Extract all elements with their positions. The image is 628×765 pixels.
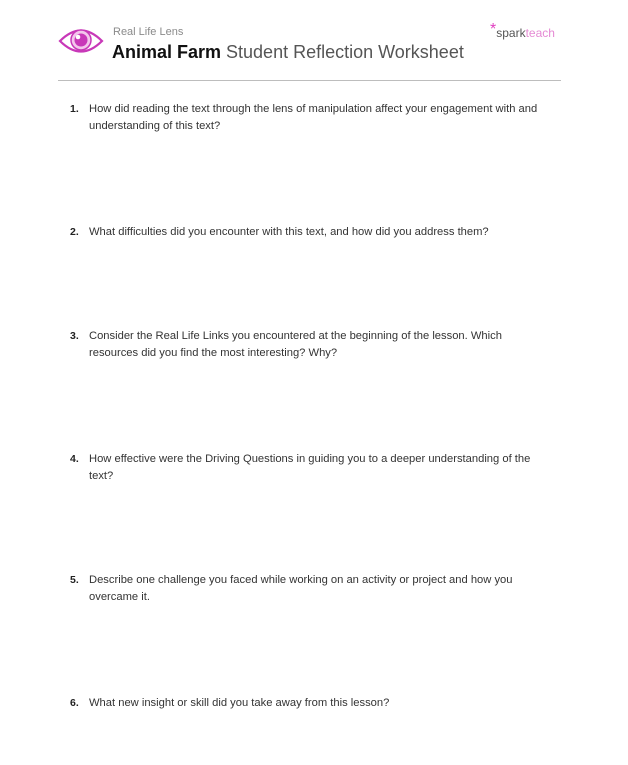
lens-subtitle: Real Life Lens [113,26,184,38]
title-bold: Animal Farm [112,42,222,62]
sparkteach-logo [490,21,555,42]
question-text: How did reading the text through the lens of manipulation affect your engagement with and understanding of this text? [89,103,538,132]
question-4 [70,451,550,485]
header-divider [58,80,561,81]
question-5 [70,572,550,606]
question-number: 1. [70,103,79,115]
question-text: What difficulties did you encounter with this text, and how did you address them? [89,226,489,238]
question-text: Describe one challenge you faced while working on an activity or project and how you overcame it. [89,574,513,603]
brand-teach: teach [525,26,555,40]
eye-logo-icon [58,24,104,58]
question-text: What new insight or skill did you take away from this lesson? [89,697,390,709]
asterisk-icon: * [490,21,497,38]
question-6 [70,695,550,712]
question-1 [70,101,550,135]
question-number: 5. [70,574,79,586]
title-rest: Student Reflection Worksheet [221,42,464,62]
question-number: 6. [70,697,79,709]
question-number: 3. [70,330,79,342]
question-text: Consider the Real Life Links you encountered at the beginning of the lesson. Which resources did you find the most interesting? Why? [89,330,502,359]
brand-spark: spark [496,26,526,40]
question-2 [70,224,550,241]
question-text: How effective were the Driving Questions in guiding you to a deeper understanding of the text? [89,453,531,482]
question-number: 2. [70,226,79,238]
page-title [112,42,464,63]
question-number: 4. [70,453,79,465]
question-3 [70,328,550,362]
